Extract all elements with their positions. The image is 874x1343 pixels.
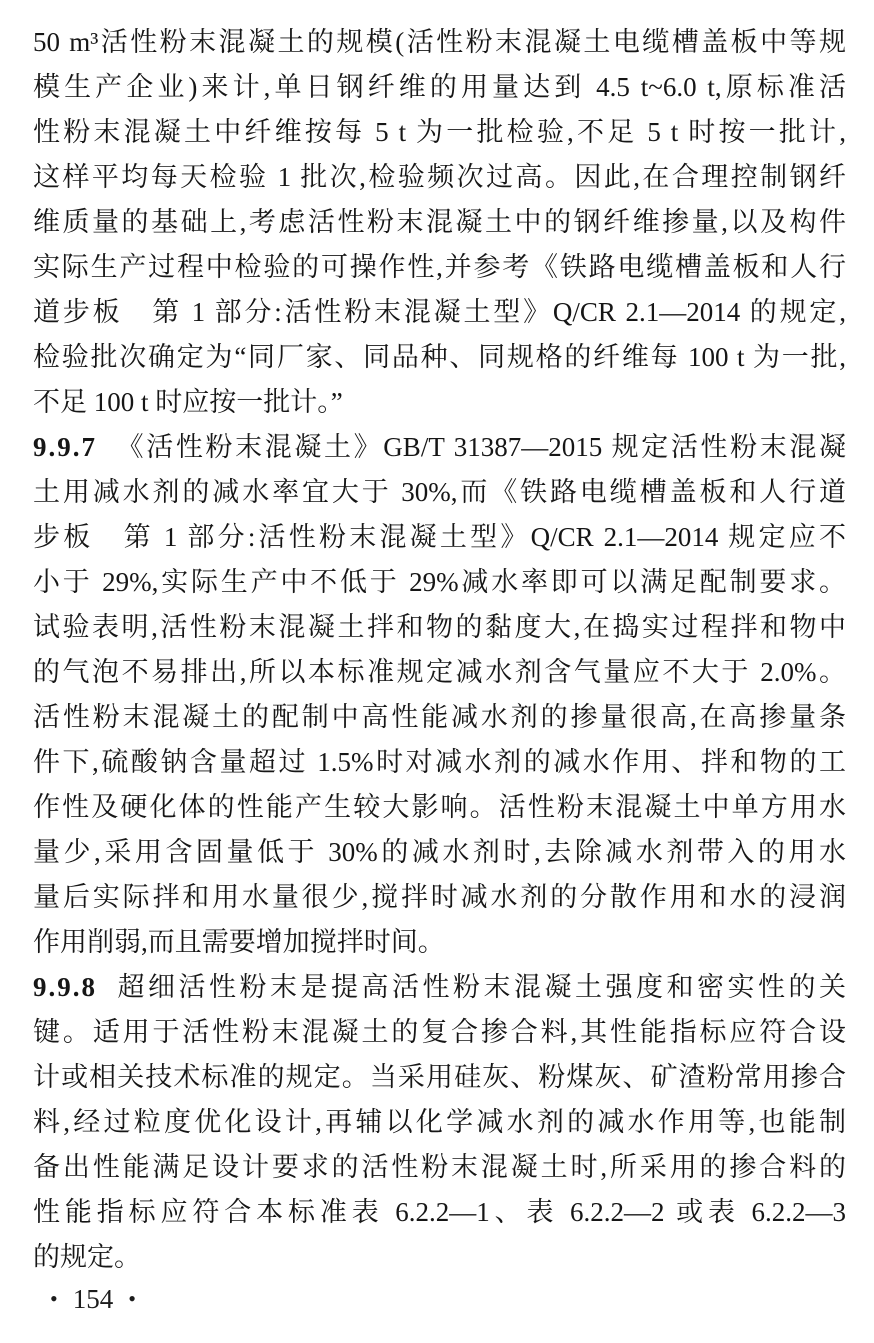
text-line [33,245,846,290]
line-text: 量少,采用含固量低于 30%的减水剂时,去除减水剂带入的用水 [33,837,846,867]
text-line [33,740,846,785]
line-text: 道步板 第 1 部分:活性粉末混凝土型》Q/CR 2.1—2014 的规定, [33,297,846,327]
line-text: 作性及硬化体的性能产生较大影响。活性粉末混凝土中单方用水 [33,792,846,822]
line-text: 的规定。 [33,1242,141,1272]
text-line [33,605,846,650]
line-text: 模生产企业)来计,单日钢纤维的用量达到 4.5 t~6.0 t,原标准活 [33,72,846,102]
page-number: 154 [72,1283,114,1314]
line-text: 步板 第 1 部分:活性粉末混凝土型》Q/CR 2.1—2014 规定应不 [33,522,846,552]
text-line [33,1190,846,1235]
text-line [33,920,846,965]
line-text: 小于 29%,实际生产中不低于 29%减水率即可以满足配制要求。 [33,567,846,597]
line-text: 作用削弱,而且需要增加搅拌时间。 [33,927,445,957]
body-text [33,20,846,1280]
text-line [33,20,846,65]
line-text: 这样平均每天检验 1 批次,检验频次过高。因此,在合理控制钢纤 [33,162,846,192]
text-line [33,1100,846,1145]
text-line [33,200,846,245]
text-line [33,470,846,515]
text-line [33,965,846,1010]
line-text: 试验表明,活性粉末混凝土拌和物的黏度大,在捣实过程拌和物中 [33,612,846,642]
page-footer [50,1281,136,1317]
section-number: 9.9.8 [33,972,97,1002]
text-line [33,110,846,155]
text-line [33,425,846,470]
line-text: 50 m³活性粉末混凝土的规模(活性粉末混凝土电缆槽盖板中等规 [33,27,846,57]
line-text: 的气泡不易排出,所以本标准规定减水剂含气量应不大于 2.0%。 [33,657,846,687]
text-line [33,515,846,560]
text-line [33,65,846,110]
text-line [33,335,846,380]
section-number: 9.9.7 [33,432,97,462]
line-text: 性能指标应符合本标准表 6.2.2—1、表 6.2.2—2 或表 6.2.2—3 [33,1197,846,1227]
text-line [33,650,846,695]
text-line [33,830,846,875]
line-text: 备出性能满足设计要求的活性粉末混凝土时,所采用的掺合料的 [33,1152,846,1182]
line-text: 计或相关技术标准的规定。当采用硅灰、粉煤灰、矿渣粉常用掺合 [33,1062,846,1092]
text-line [33,1055,846,1100]
line-text: 不足 100 t 时应按一批计。” [33,387,343,417]
text-line [33,1010,846,1055]
text-line [33,560,846,605]
footer-dot-right: • [128,1286,136,1311]
text-line [33,785,846,830]
line-text: 实际生产过程中检验的可操作性,并参考《铁路电缆槽盖板和人行 [33,252,846,282]
text-line [33,1235,846,1280]
line-text: 性粉末混凝土中纤维按每 5 t 为一批检验,不足 5 t 时按一批计, [33,117,846,147]
line-text: 维质量的基础上,考虑活性粉末混凝土中的钢纤维掺量,以及构件 [33,207,846,237]
line-text: 超细活性粉末是提高活性粉末混凝土强度和密实性的关 [114,972,846,1002]
line-text: 量后实际拌和用水量很少,搅拌时减水剂的分散作用和水的浸润 [33,882,846,912]
line-text: 料,经过粒度优化设计,再辅以化学减水剂的减水作用等,也能制 [33,1107,846,1137]
line-text: 活性粉末混凝土的配制中高性能减水剂的掺量很高,在高掺量条 [33,702,846,732]
text-line [33,1145,846,1190]
text-line [33,695,846,740]
text-line [33,875,846,920]
text-line [33,290,846,335]
footer-dot-left: • [50,1286,58,1311]
text-line [33,380,846,425]
line-text: 件下,硫酸钠含量超过 1.5%时对减水剂的减水作用、拌和物的工 [33,747,846,777]
text-line [33,155,846,200]
line-text: 《活性粉末混凝土》GB/T 31387—2015 规定活性粉末混凝 [114,432,846,462]
line-text: 键。适用于活性粉末混凝土的复合掺合料,其性能指标应符合设 [33,1017,846,1047]
line-text: 土用减水剂的减水率宜大于 30%,而《铁路电缆槽盖板和人行道 [33,477,846,507]
line-text: 检验批次确定为“同厂家、同品种、同规格的纤维每 100 t 为一批, [33,342,846,372]
